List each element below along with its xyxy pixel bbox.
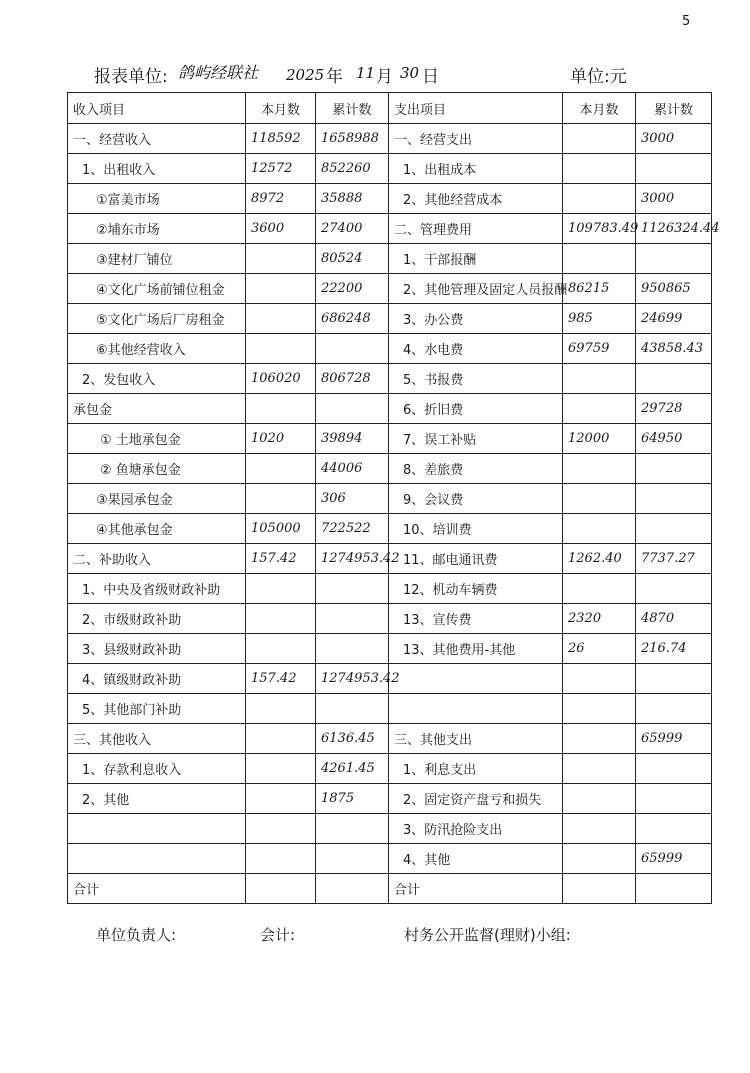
report-day: 30 — [400, 64, 420, 82]
income-month: 106020 — [246, 364, 316, 394]
income-month — [246, 304, 316, 334]
expense-item: 2、固定资产盘亏和损失 — [389, 784, 563, 814]
supervision-group-label: 村务公开监督(理财)小组: — [404, 926, 571, 944]
income-month — [246, 874, 316, 904]
header-income-item: 收入项目 — [68, 93, 246, 124]
income-month: 1020 — [246, 424, 316, 454]
expense-cumulative: 950865 — [636, 274, 712, 304]
expense-month: 109783.49 — [563, 214, 636, 244]
table-row — [68, 454, 712, 484]
expense-cumulative — [636, 484, 712, 514]
expense-item: 3、防汛抢险支出 — [389, 814, 563, 844]
expense-month — [563, 514, 636, 544]
table-header-row — [68, 93, 712, 124]
table-row — [68, 364, 712, 394]
income-item: ④其他承包金 — [68, 514, 246, 544]
expense-cumulative — [636, 454, 712, 484]
income-month — [246, 724, 316, 754]
income-month: 157.42 — [246, 664, 316, 694]
table-total-row — [68, 874, 712, 904]
expense-month — [563, 724, 636, 754]
expense-cumulative: 43858.43 — [636, 334, 712, 364]
currency-label: 单位:元 — [570, 67, 627, 87]
expense-cumulative: 7737.27 — [636, 544, 712, 574]
income-cumulative — [316, 694, 389, 724]
expense-total-label: 合计 — [389, 874, 563, 904]
table-row — [68, 124, 712, 154]
income-item: 4、镇级财政补助 — [68, 664, 246, 694]
income-cumulative: 1274953.42 — [316, 664, 389, 694]
income-item: ⑥其他经营收入 — [68, 334, 246, 364]
income-item: ① 土地承包金 — [68, 424, 246, 454]
expense-item: 11、邮电通讯费 — [389, 544, 563, 574]
income-cumulative: 306 — [316, 484, 389, 514]
income-month: 12572 — [246, 154, 316, 184]
expense-month: 26 — [563, 634, 636, 664]
expense-month — [563, 754, 636, 784]
year-label: 年 — [326, 67, 343, 87]
table-row — [68, 394, 712, 424]
expense-cumulative — [636, 574, 712, 604]
expense-item: 5、书报费 — [389, 364, 563, 394]
header-income-cumulative: 累计数 — [316, 93, 389, 124]
income-cumulative — [316, 334, 389, 364]
expense-month — [563, 454, 636, 484]
income-cumulative — [316, 604, 389, 634]
expense-month — [563, 184, 636, 214]
income-month — [246, 394, 316, 424]
income-cumulative: 35888 — [316, 184, 389, 214]
expense-month — [563, 364, 636, 394]
income-month — [246, 244, 316, 274]
table-row — [68, 724, 712, 754]
income-item: 1、出租收入 — [68, 154, 246, 184]
income-month — [246, 574, 316, 604]
table-row — [68, 814, 712, 844]
table-row — [68, 544, 712, 574]
income-cumulative: 80524 — [316, 244, 389, 274]
income-item — [68, 844, 246, 874]
expense-item: 4、其他 — [389, 844, 563, 874]
income-item: 2、其他 — [68, 784, 246, 814]
expense-cumulative: 65999 — [636, 844, 712, 874]
income-item: 三、其他收入 — [68, 724, 246, 754]
expense-item: 1、出租成本 — [389, 154, 563, 184]
expense-month — [563, 874, 636, 904]
expense-month — [563, 244, 636, 274]
income-cumulative: 1875 — [316, 784, 389, 814]
expense-item: 13、宣传费 — [389, 604, 563, 634]
expense-month — [563, 574, 636, 604]
expense-cumulative — [636, 814, 712, 844]
income-item: ② 鱼塘承包金 — [68, 454, 246, 484]
income-cumulative — [316, 874, 389, 904]
expense-item: 9、会议费 — [389, 484, 563, 514]
table-row — [68, 184, 712, 214]
income-cumulative — [316, 814, 389, 844]
expense-month — [563, 844, 636, 874]
income-cumulative: 1658988 — [316, 124, 389, 154]
income-item: 1、存款利息收入 — [68, 754, 246, 784]
expense-item: 2、其他管理及固定人员报酬 — [389, 274, 563, 304]
expense-cumulative — [636, 244, 712, 274]
table-row — [68, 304, 712, 334]
income-item: 一、经营收入 — [68, 124, 246, 154]
income-cumulative: 27400 — [316, 214, 389, 244]
expense-cumulative — [636, 364, 712, 394]
header-income-month: 本月数 — [246, 93, 316, 124]
expense-month — [563, 484, 636, 514]
income-item: ②埔东市场 — [68, 214, 246, 244]
expense-item: 二、管理费用 — [389, 214, 563, 244]
expense-cumulative — [636, 754, 712, 784]
table-row — [68, 664, 712, 694]
income-cumulative — [316, 634, 389, 664]
expense-cumulative: 4870 — [636, 604, 712, 634]
report-month: 11 — [356, 64, 376, 82]
income-month: 3600 — [246, 214, 316, 244]
table-row — [68, 604, 712, 634]
expense-cumulative: 24699 — [636, 304, 712, 334]
income-cumulative — [316, 574, 389, 604]
header-expense-item: 支出项目 — [389, 93, 563, 124]
income-cumulative — [316, 844, 389, 874]
income-item: ③果园承包金 — [68, 484, 246, 514]
expense-month — [563, 394, 636, 424]
income-item — [68, 814, 246, 844]
expense-cumulative: 3000 — [636, 124, 712, 154]
table-row — [68, 484, 712, 514]
page-number: 5 — [682, 14, 691, 29]
expense-month — [563, 664, 636, 694]
expense-item: 12、机动车辆费 — [389, 574, 563, 604]
income-cumulative: 39894 — [316, 424, 389, 454]
expense-month: 12000 — [563, 424, 636, 454]
expense-cumulative: 1126324.44 — [636, 214, 712, 244]
expense-month — [563, 784, 636, 814]
expense-item — [389, 664, 563, 694]
expense-month — [563, 814, 636, 844]
expense-cumulative — [636, 514, 712, 544]
table-row — [68, 154, 712, 184]
day-label: 日 — [422, 67, 439, 87]
expense-item: 一、经营支出 — [389, 124, 563, 154]
income-month — [246, 274, 316, 304]
responsible-person-label: 单位负责人: — [96, 926, 177, 944]
expense-item: 6、折旧费 — [389, 394, 563, 424]
report-year: 2025 — [286, 66, 325, 84]
table-row — [68, 784, 712, 814]
income-cumulative: 852260 — [316, 154, 389, 184]
income-month — [246, 604, 316, 634]
income-month — [246, 484, 316, 514]
income-month: 105000 — [246, 514, 316, 544]
income-month — [246, 844, 316, 874]
expense-item: 7、误工补贴 — [389, 424, 563, 454]
expense-item: 1、利息支出 — [389, 754, 563, 784]
expense-cumulative: 65999 — [636, 724, 712, 754]
table-row — [68, 844, 712, 874]
header-expense-month: 本月数 — [563, 93, 636, 124]
income-cumulative — [316, 394, 389, 424]
expense-month: 69759 — [563, 334, 636, 364]
income-cumulative: 44006 — [316, 454, 389, 484]
expense-cumulative — [636, 664, 712, 694]
income-item: 承包金 — [68, 394, 246, 424]
month-label: 月 — [376, 67, 393, 87]
expense-item: 10、培训费 — [389, 514, 563, 544]
income-month: 118592 — [246, 124, 316, 154]
income-item: 5、其他部门补助 — [68, 694, 246, 724]
income-total-label: 合计 — [68, 874, 246, 904]
expense-month — [563, 154, 636, 184]
income-cumulative: 806728 — [316, 364, 389, 394]
expense-cumulative: 29728 — [636, 394, 712, 424]
expense-item: 13、其他费用-其他 — [389, 634, 563, 664]
expense-item: 1、干部报酬 — [389, 244, 563, 274]
income-month — [246, 334, 316, 364]
expense-item: 8、差旅费 — [389, 454, 563, 484]
income-cumulative: 722522 — [316, 514, 389, 544]
income-cumulative: 686248 — [316, 304, 389, 334]
income-month — [246, 754, 316, 784]
income-cumulative: 4261.45 — [316, 754, 389, 784]
income-month — [246, 784, 316, 814]
expense-cumulative — [636, 154, 712, 184]
expense-cumulative — [636, 694, 712, 724]
expense-cumulative: 3000 — [636, 184, 712, 214]
expense-month: 985 — [563, 304, 636, 334]
accountant-label: 会计: — [260, 926, 296, 944]
income-month — [246, 454, 316, 484]
table-row — [68, 214, 712, 244]
expense-cumulative: 64950 — [636, 424, 712, 454]
report-unit-label: 报表单位: — [94, 67, 168, 87]
table-row — [68, 694, 712, 724]
table-row — [68, 514, 712, 544]
table-row — [68, 424, 712, 454]
income-month — [246, 634, 316, 664]
income-item: 2、市级财政补助 — [68, 604, 246, 634]
income-month — [246, 814, 316, 844]
expense-item: 3、办公费 — [389, 304, 563, 334]
table-row — [68, 334, 712, 364]
expense-month — [563, 694, 636, 724]
table-row — [68, 574, 712, 604]
income-cumulative: 6136.45 — [316, 724, 389, 754]
expense-item: 4、水电费 — [389, 334, 563, 364]
expense-cumulative — [636, 874, 712, 904]
income-item: ①富美市场 — [68, 184, 246, 214]
expense-item — [389, 694, 563, 724]
table-row — [68, 634, 712, 664]
income-cumulative: 22200 — [316, 274, 389, 304]
income-item: ⑤文化广场后厂房租金 — [68, 304, 246, 334]
report-unit-value: 鸽屿经联社 — [178, 63, 259, 82]
income-item: 2、发包收入 — [68, 364, 246, 394]
header-expense-cumulative: 累计数 — [636, 93, 712, 124]
income-month: 157.42 — [246, 544, 316, 574]
expense-cumulative: 216.74 — [636, 634, 712, 664]
income-item: 3、县级财政补助 — [68, 634, 246, 664]
expense-item: 三、其他支出 — [389, 724, 563, 754]
income-item: 1、中央及省级财政补助 — [68, 574, 246, 604]
expense-item: 2、其他经营成本 — [389, 184, 563, 214]
income-cumulative: 1274953.42 — [316, 544, 389, 574]
income-month: 8972 — [246, 184, 316, 214]
table-row — [68, 244, 712, 274]
expense-month — [563, 124, 636, 154]
expense-month: 86215 — [563, 274, 636, 304]
income-expense-table — [67, 92, 720, 904]
income-item: ④文化广场前铺位租金 — [68, 274, 246, 304]
income-item: ③建材厂铺位 — [68, 244, 246, 274]
table-row — [68, 754, 712, 784]
expense-month: 2320 — [563, 604, 636, 634]
income-month — [246, 694, 316, 724]
expense-cumulative — [636, 784, 712, 814]
table-row — [68, 274, 712, 304]
income-item: 二、补助收入 — [68, 544, 246, 574]
expense-month: 1262.40 — [563, 544, 636, 574]
